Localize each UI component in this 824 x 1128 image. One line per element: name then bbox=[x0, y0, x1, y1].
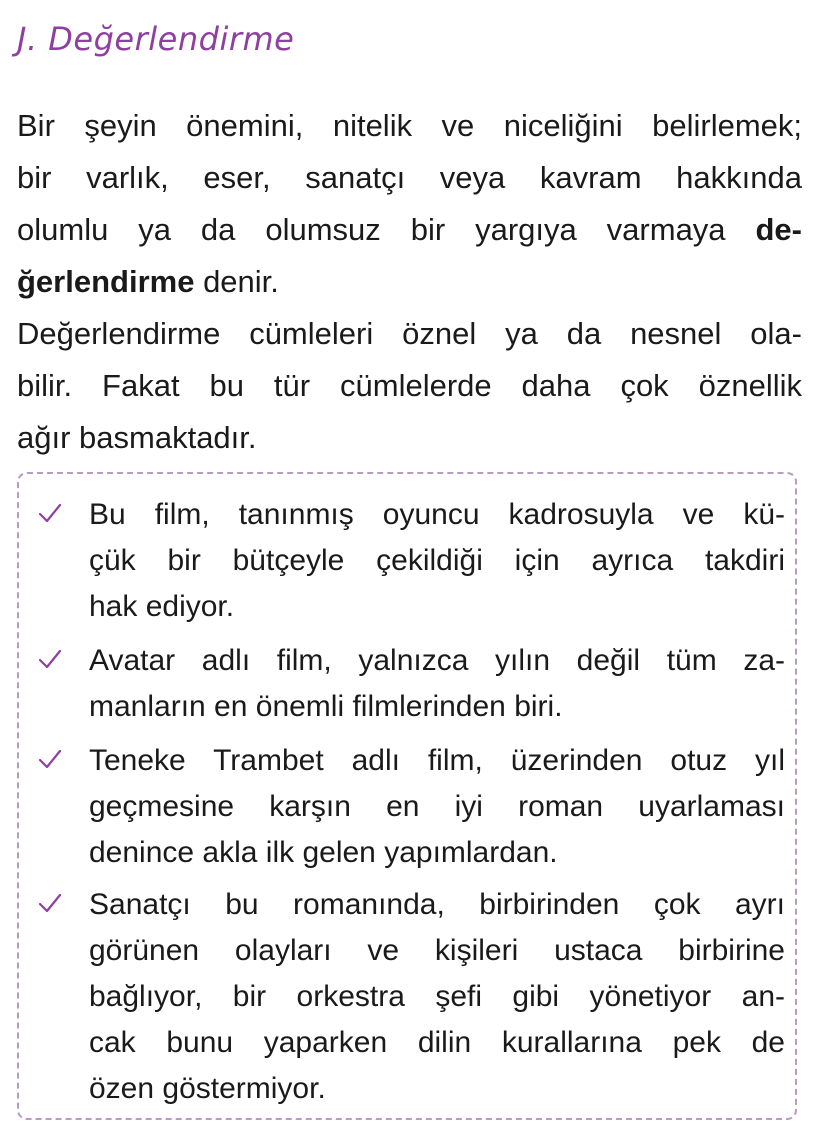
example-text bbox=[89, 738, 785, 876]
example-line: geçmesine karşın en iyi roman uyarlaması bbox=[89, 790, 785, 823]
section-title: J. Değerlendirme bbox=[17, 20, 295, 58]
examples-box bbox=[17, 472, 797, 1120]
paragraph-line bbox=[17, 256, 802, 308]
paragraph-line: Bir şeyin önemini, nitelik ve niceliğini belirlemek; bbox=[17, 108, 802, 143]
example-line: manların en önemli filmlerinden biri. bbox=[89, 690, 563, 723]
paragraph-line: bilir. Fakat bu tür cümlelerde daha çok öznellik bbox=[17, 368, 802, 403]
check-icon bbox=[37, 746, 63, 772]
example-line: görünen olayları ve kişileri ustaca birbirine bbox=[89, 934, 785, 967]
explanation-paragraph bbox=[17, 308, 802, 464]
bold-term-part: ğerlendirme bbox=[17, 264, 195, 299]
paragraph-line: bir varlık, eser, sanatçı veya kavram hakkında bbox=[17, 160, 802, 195]
paragraph-line: ağır basmaktadır. bbox=[17, 420, 257, 455]
example-line: özen göstermiyor. bbox=[89, 1072, 326, 1105]
example-line: Bu film, tanınmış oyuncu kadrosuyla ve kü- bbox=[89, 498, 785, 531]
paragraph-line: Değerlendirme cümleleri öznel ya da nesnel ola- bbox=[17, 316, 802, 351]
example-line: Sanatçı bu romanında, birbirinden çok ayrı bbox=[89, 888, 785, 921]
example-line: cak bunu yaparken dilin kurallarına pek de bbox=[89, 1026, 785, 1059]
definition-paragraph bbox=[17, 100, 802, 308]
example-line: çük bir bütçeyle çekildiği için ayrıca takdiri bbox=[89, 544, 785, 577]
check-icon bbox=[37, 646, 63, 672]
bold-term-part: de- bbox=[755, 212, 802, 247]
paragraph-line-text: denir. bbox=[194, 264, 279, 299]
check-icon bbox=[37, 890, 63, 916]
check-icon bbox=[37, 500, 63, 526]
example-line: bağlıyor, bir orkestra şefi gibi yönetiyor an- bbox=[89, 980, 785, 1013]
example-line: Teneke Trambet adlı film, üzerinden otuz yıl bbox=[89, 744, 785, 777]
example-text bbox=[89, 638, 785, 730]
paragraph-line bbox=[17, 204, 802, 256]
example-text bbox=[89, 882, 785, 1112]
example-line: denince akla ilk gelen yapımlardan. bbox=[89, 836, 558, 869]
example-line: hak ediyor. bbox=[89, 590, 235, 623]
paragraph-line-text: olumlu ya da olumsuz bir yargıya varmaya bbox=[17, 212, 726, 247]
example-text bbox=[89, 492, 785, 630]
example-line: Avatar adlı film, yalnızca yılın değil tüm za- bbox=[89, 644, 785, 677]
